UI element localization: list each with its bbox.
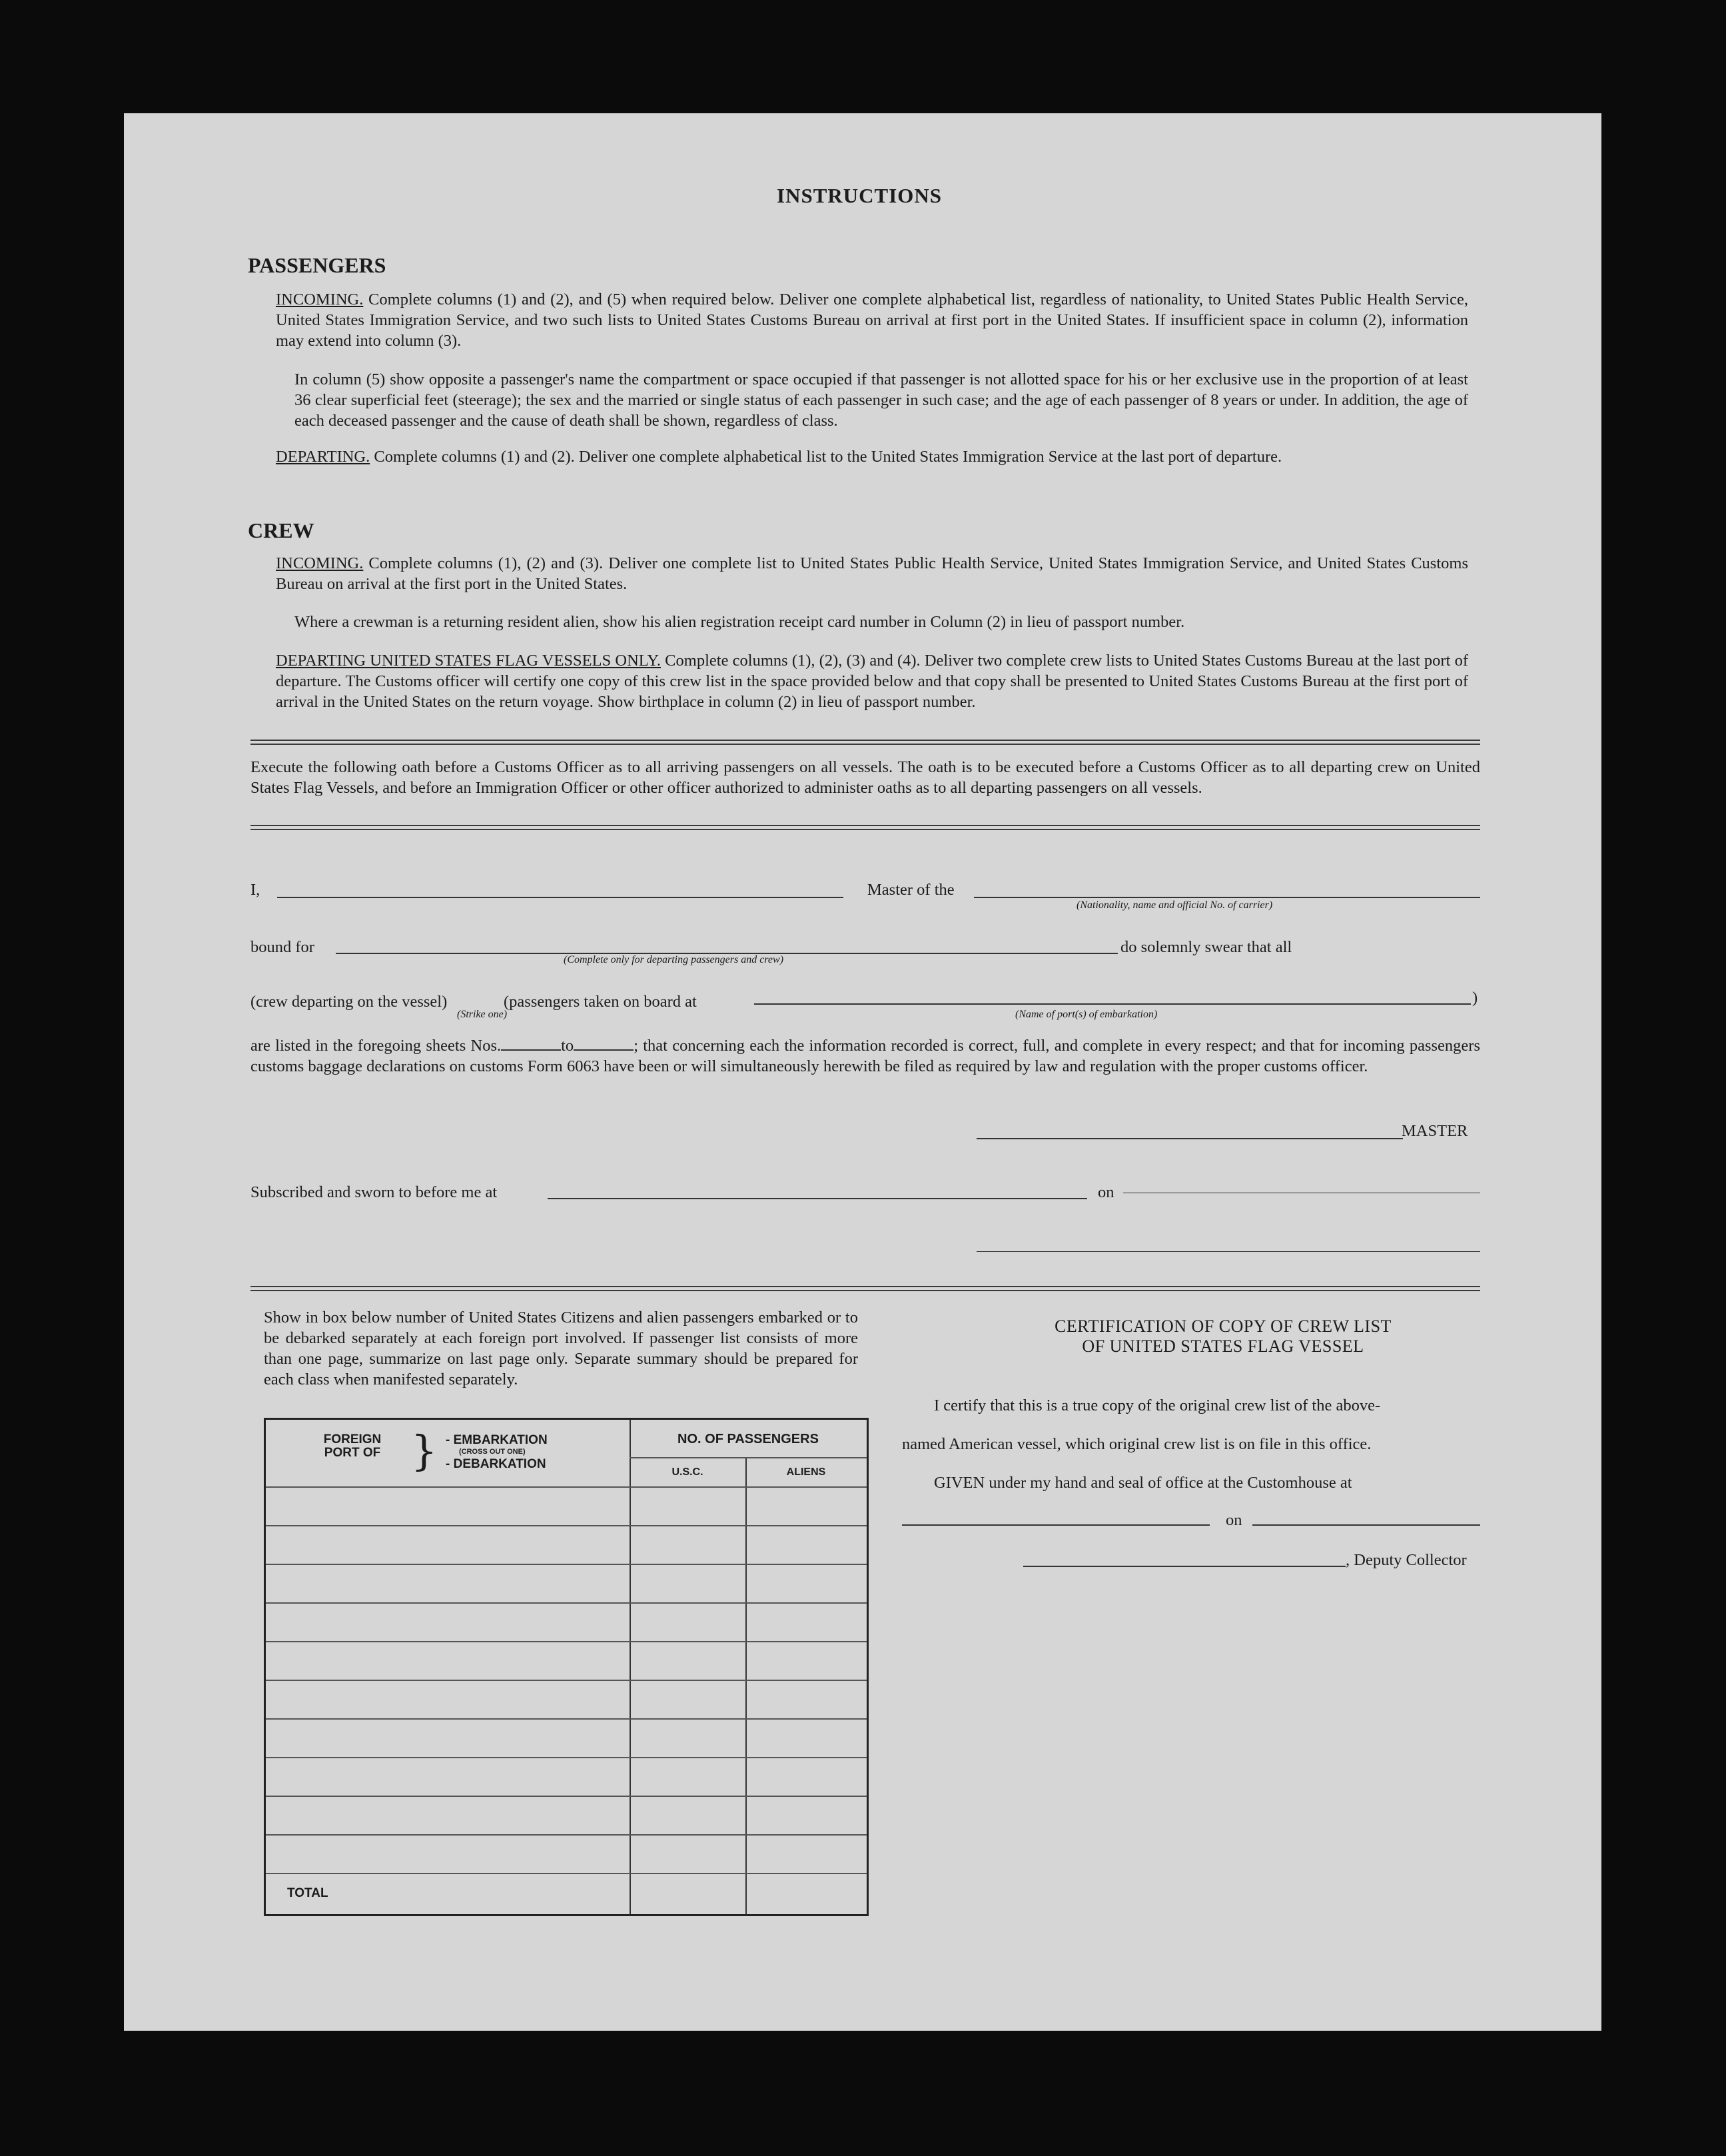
carrier-line[interactable] [974,897,1480,898]
cert-date-line[interactable] [1252,1524,1480,1526]
certify-line1: I certify that this is a true copy of the original crew list of the above- [934,1396,1381,1414]
table-row[interactable] [266,1834,867,1836]
master-signature-line[interactable] [977,1138,1403,1139]
certification-heading [977,1317,1470,1356]
divider [250,740,1480,741]
listed-paragraph [250,1035,1480,1077]
summary-instruction: Show in box below number of United States Citizens and alien passengers embarked or to be debarked separately at each foreign port involved. If passenger list consists of more than one page, summarize on last page only. Separate summary should be prepared for each class when manifested separately. [264,1309,858,1388]
deputy-signature-line[interactable] [1023,1566,1346,1567]
table-row[interactable] [266,1602,867,1604]
table-column-divider [630,1420,631,1914]
table-row[interactable] [266,1680,867,1681]
sheet-to-field[interactable] [574,1049,634,1051]
crew-departing [276,650,1468,712]
embarkation-label: - EMBARKATION [446,1433,548,1447]
cross-out-label: (CROSS OUT ONE) [459,1448,526,1456]
listed-post: ; that concerning each the information recorded is correct, full, and complete in every respect; and that for incoming passengers customs baggage declarations on customs Form 6063 have been or will simultaneously herewith be filed as required by law and regulation with the proper customs officer. [250,1037,1480,1075]
divider [250,825,1480,826]
incoming-label: INCOMING. [276,290,364,308]
brace-icon: } [411,1426,438,1475]
passengers-incoming [276,289,1468,351]
crew-incoming-label: INCOMING. [276,554,364,572]
incoming-text: Complete columns (1) and (2), and (5) when required below. Deliver one complete alphabetical list, regardless of nationality, to United States Public Health Service, United States Immigration Service, and two such lists to United States Customs Bureau on arrival at first port in the United States. If insufficient space in column (2), information may extend into column (3). [276,290,1468,350]
departing-label: DEPARTING. [276,448,370,466]
table-row[interactable] [266,1641,867,1642]
departing-text: Complete columns (1) and (2). Deliver one complete alphabetical list to the United States Immigration Service at the last port of departure. [370,448,1282,466]
table-row[interactable] [266,1757,867,1758]
given-line: GIVEN under my hand and seal of office at the Customhouse at [934,1474,1352,1492]
table-row[interactable] [266,1873,867,1874]
no-passengers-header: NO. OF PASSENGERS [677,1432,819,1446]
bound-caption: (Complete only for departing passengers and crew) [564,954,784,965]
officer-signature-line[interactable] [977,1251,1480,1252]
divider [250,1290,1480,1291]
sworn-on-label: on [1098,1183,1114,1201]
port-line[interactable] [754,1003,1471,1005]
page-title: INSTRUCTIONS [777,184,943,207]
passengers-heading: PASSENGERS [248,253,386,277]
crew-heading: CREW [248,518,314,542]
total-label: TOTAL [287,1886,328,1900]
table-row[interactable] [266,1564,867,1565]
oath-instruction: Execute the following oath before a Customs Officer as to all arriving passengers on all vessels. The oath is to be executed before a Customs Officer as to all departing crew on United States Flag Vessels, and before an Immigration Officer or other officer authorized to administer oaths as to all departing passengers on all vessels. [250,758,1480,797]
table-header-divider [630,1457,867,1458]
debarkation-label: - DEBARKATION [446,1457,546,1471]
subscribed-text: Subscribed and sworn to before me at [250,1183,498,1201]
crew-departing-text: Complete columns (1), (2), (3) and (4). Deliver two complete crew lists to United States Customs Bureau at the last port of departure. The Customs officer will certify one copy of this crew list in the space provided below and that copy shall be presented to United States Customs Bureau at the first port of arrival in the United States on the return voyage. Show birthplace in column (2) in lieu of passport number. [276,652,1468,711]
master-of-the: Master of the [867,881,955,899]
deputy-collector-label: , Deputy Collector [1346,1551,1467,1569]
crew-incoming-text: Complete columns (1), (2) and (3). Deliver one complete list to United States Public Health Service, United States Immigration Service, and United States Customs Bureau on arrival at the first port in the United States. [276,554,1468,593]
divider [250,744,1480,745]
crew-incoming [276,553,1468,594]
certify-line2: named American vessel, which original crew list is on file in this office. [902,1435,1372,1453]
divider [250,1286,1480,1287]
sheet-from-field[interactable] [501,1049,561,1051]
master-label: MASTER [1402,1122,1468,1140]
table-row[interactable] [266,1796,867,1797]
carrier-caption: (Nationality, name and official No. of carrier) [1077,899,1273,911]
cert-on-label: on [1226,1511,1242,1529]
passengers-departing [276,446,1468,467]
close-paren: ) [1472,989,1478,1007]
passengers-column5: In column (5) show opposite a passenger's name the compartment or space occupied if that passenger is not allotted space for his or her exclusive use in the proportion of at least 36 clear superficial feet (steerage); the sex and the married or single status of each passenger in such case; and the age of each passenger of 8 years or under. In addition, the age of each deceased passenger and the cause of death shall be shown, regardless of class. [294,370,1468,430]
listed-pre: are listed in the foregoing sheets Nos. [250,1037,502,1055]
foreign-port-header: FOREIGN PORT OF [323,1432,382,1460]
passengers-taken-option[interactable]: (passengers taken on board at [504,993,697,1011]
table-row[interactable] [266,1525,867,1526]
passenger-summary-table [264,1418,869,1916]
aliens-header: ALIENS [786,1466,826,1478]
table-header-bottom [266,1486,867,1488]
listed-to: to [561,1037,574,1055]
sworn-place-line[interactable] [548,1198,1087,1199]
usc-header: U.S.C. [671,1466,703,1478]
crew-departing-label: DEPARTING UNITED STATES FLAG VESSELS ONLY. [276,652,661,670]
form-page [124,113,1601,2031]
swear-text: do solemnly swear that all [1120,938,1292,956]
strike-one-caption: (Strike one) [457,1009,508,1020]
customhouse-line[interactable] [902,1524,1210,1526]
bound-for-label: bound for [250,938,314,956]
table-row[interactable] [266,1718,867,1720]
divider [250,829,1480,830]
crew-resident: Where a crewman is a returning resident alien, show his alien registration receipt card number in Column (2) in lieu of passport number. [294,613,1185,631]
certification-heading-line2: OF UNITED STATES FLAG VESSEL [1082,1337,1364,1356]
port-caption: (Name of port(s) of embarkation) [1015,1009,1158,1020]
certification-heading-line1: CERTIFICATION OF COPY OF CREW LIST [1055,1317,1392,1336]
master-name-line[interactable] [277,897,843,898]
crew-departing-option[interactable]: (crew departing on the vessel) [250,993,448,1011]
oath-i: I, [250,881,260,899]
